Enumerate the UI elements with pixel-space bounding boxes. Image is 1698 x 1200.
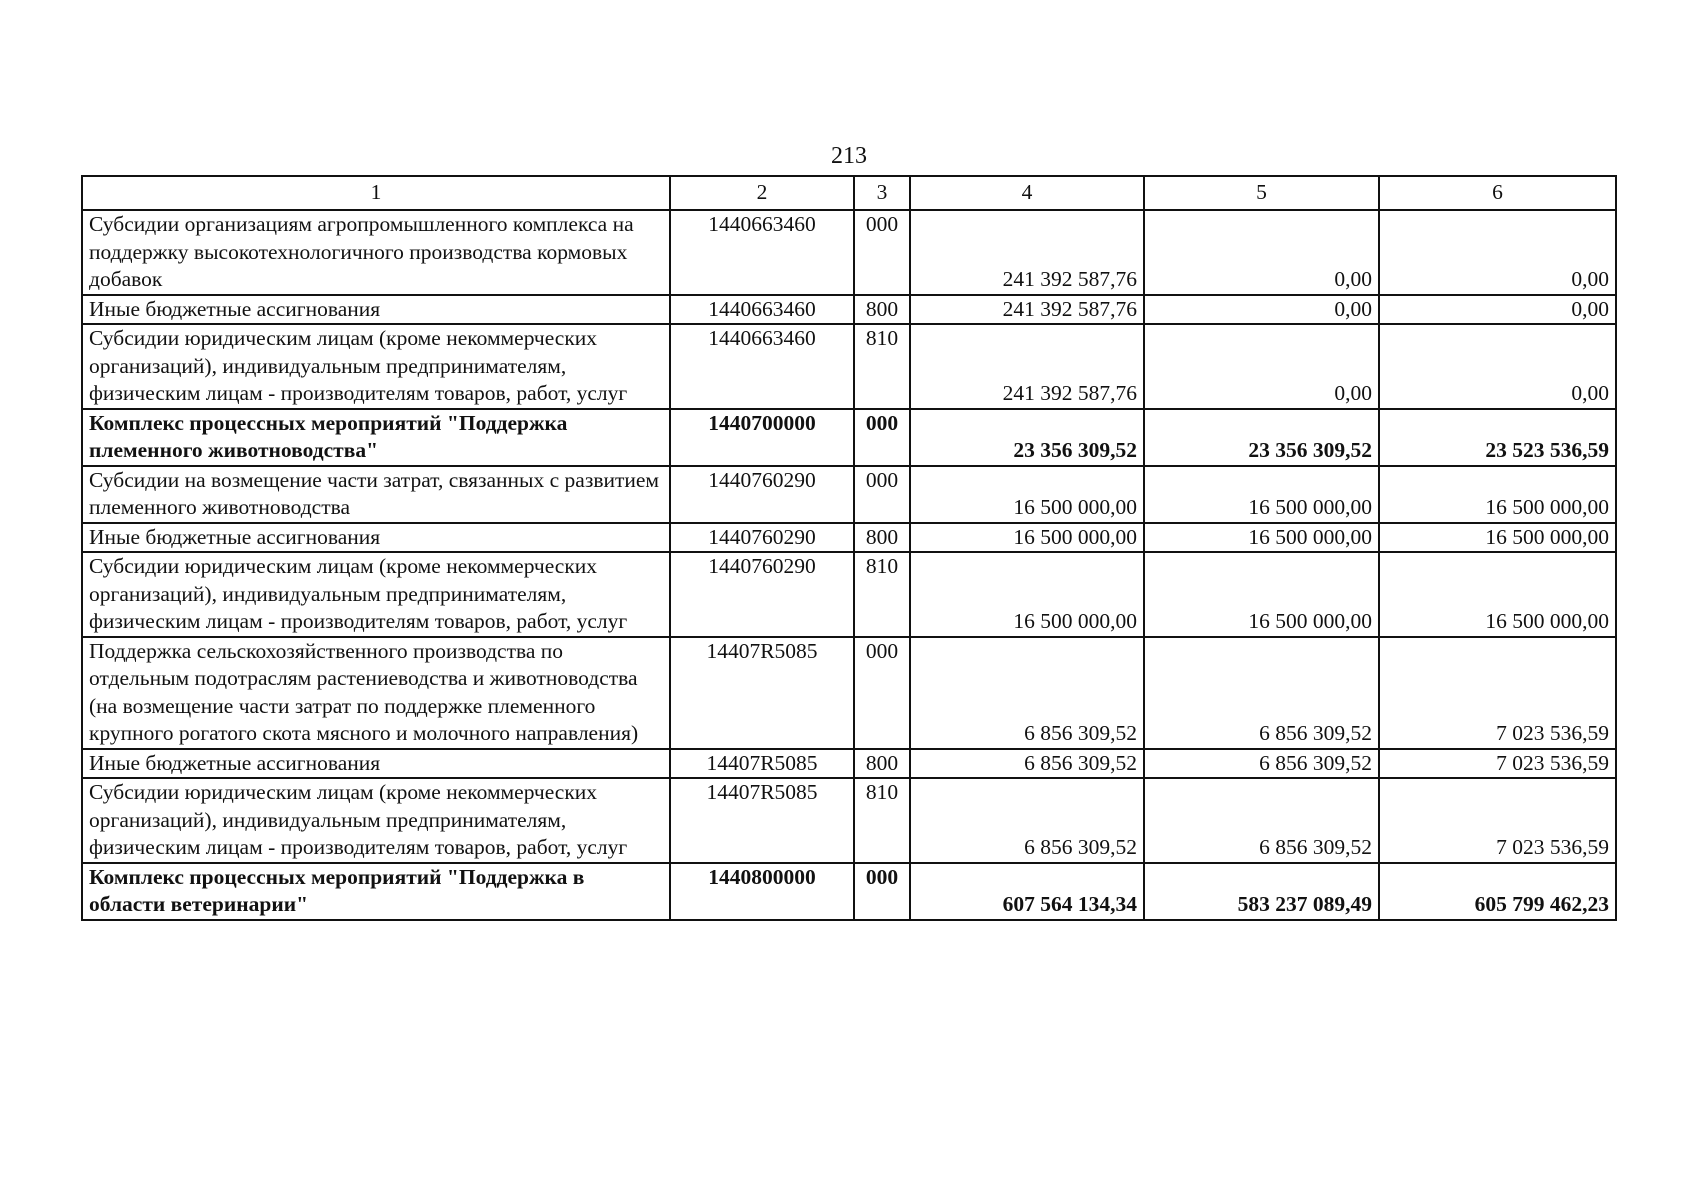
row-code-cell: 1440663460 [670, 295, 854, 325]
row-value-4-cell: 6 856 309,52 [910, 637, 1144, 749]
row-type-cell: 810 [854, 778, 910, 863]
row-value-6-cell: 0,00 [1379, 210, 1616, 295]
row-name-cell: Субсидии организациям агропромышленного комплекса на поддержку высокотехнологичного производства кормовых добавок [82, 210, 670, 295]
table-row [82, 749, 1616, 779]
table-row [82, 637, 1616, 749]
header-cell-6: 6 [1379, 176, 1616, 210]
row-value-4-cell: 241 392 587,76 [910, 324, 1144, 409]
row-value-6-cell: 23 523 536,59 [1379, 409, 1616, 466]
table-row [82, 409, 1616, 466]
header-cell-3: 3 [854, 176, 910, 210]
row-value-5-cell: 583 237 089,49 [1144, 863, 1379, 920]
row-code-cell: 14407R5085 [670, 778, 854, 863]
row-value-4-cell: 607 564 134,34 [910, 863, 1144, 920]
row-value-4-cell: 16 500 000,00 [910, 523, 1144, 553]
row-value-4-cell: 23 356 309,52 [910, 409, 1144, 466]
row-value-5-cell: 16 500 000,00 [1144, 466, 1379, 523]
table-row [82, 863, 1616, 920]
row-code-cell: 1440700000 [670, 409, 854, 466]
row-code-cell: 1440760290 [670, 466, 854, 523]
row-value-6-cell: 16 500 000,00 [1379, 523, 1616, 553]
row-value-4-cell: 241 392 587,76 [910, 295, 1144, 325]
row-name-cell: Поддержка сельскохозяйственного производства по отдельным подотраслям растениеводства и животноводства (на возмещение части затрат по поддержке племенного крупного рогатого скота мясного и молочного направления) [82, 637, 670, 749]
row-value-4-cell: 6 856 309,52 [910, 749, 1144, 779]
table-row [82, 466, 1616, 523]
table-row [82, 778, 1616, 863]
row-type-cell: 000 [854, 409, 910, 466]
row-name-cell: Субсидии юридическим лицам (кроме некоммерческих организаций), индивидуальным предпринимателям, физическим лицам - производителям товаров, работ, услуг [82, 552, 670, 637]
row-value-6-cell: 7 023 536,59 [1379, 749, 1616, 779]
header-cell-5: 5 [1144, 176, 1379, 210]
row-value-6-cell: 605 799 462,23 [1379, 863, 1616, 920]
row-value-6-cell: 16 500 000,00 [1379, 466, 1616, 523]
row-value-4-cell: 16 500 000,00 [910, 552, 1144, 637]
table-row [82, 210, 1616, 295]
row-value-6-cell: 16 500 000,00 [1379, 552, 1616, 637]
row-code-cell: 1440760290 [670, 552, 854, 637]
row-value-5-cell: 16 500 000,00 [1144, 552, 1379, 637]
row-type-cell: 000 [854, 863, 910, 920]
row-code-cell: 14407R5085 [670, 749, 854, 779]
row-value-4-cell: 16 500 000,00 [910, 466, 1144, 523]
row-value-6-cell: 0,00 [1379, 295, 1616, 325]
row-name-cell: Иные бюджетные ассигнования [82, 749, 670, 779]
table-row [82, 324, 1616, 409]
row-name-cell: Субсидии юридическим лицам (кроме некоммерческих организаций), индивидуальным предпринимателям, физическим лицам - производителям товаров, работ, услуг [82, 324, 670, 409]
row-name-cell: Субсидии юридическим лицам (кроме некоммерческих организаций), индивидуальным предпринимателям, физическим лицам - производителям товаров, работ, услуг [82, 778, 670, 863]
row-value-5-cell: 6 856 309,52 [1144, 749, 1379, 779]
table-row [82, 552, 1616, 637]
row-name-cell: Иные бюджетные ассигнования [82, 523, 670, 553]
row-name-cell: Комплекс процессных мероприятий "Поддержка в области ветеринарии" [82, 863, 670, 920]
row-code-cell: 1440663460 [670, 324, 854, 409]
row-value-5-cell: 6 856 309,52 [1144, 778, 1379, 863]
row-value-4-cell: 6 856 309,52 [910, 778, 1144, 863]
row-type-cell: 810 [854, 324, 910, 409]
row-value-6-cell: 7 023 536,59 [1379, 778, 1616, 863]
row-type-cell: 810 [854, 552, 910, 637]
row-code-cell: 1440800000 [670, 863, 854, 920]
header-cell-4: 4 [910, 176, 1144, 210]
row-value-6-cell: 0,00 [1379, 324, 1616, 409]
row-value-5-cell: 0,00 [1144, 324, 1379, 409]
row-name-cell: Субсидии на возмещение части затрат, связанных с развитием племенного животноводства [82, 466, 670, 523]
table-row [82, 523, 1616, 553]
row-type-cell: 000 [854, 637, 910, 749]
row-value-5-cell: 0,00 [1144, 210, 1379, 295]
header-cell-1: 1 [82, 176, 670, 210]
budget-table [81, 175, 1617, 921]
row-code-cell: 14407R5085 [670, 637, 854, 749]
row-type-cell: 800 [854, 295, 910, 325]
row-type-cell: 800 [854, 523, 910, 553]
header-cell-2: 2 [670, 176, 854, 210]
row-type-cell: 000 [854, 466, 910, 523]
page-number: 213 [831, 143, 867, 169]
row-name-cell: Комплекс процессных мероприятий "Поддержка племенного животноводства" [82, 409, 670, 466]
row-type-cell: 800 [854, 749, 910, 779]
row-value-5-cell: 0,00 [1144, 295, 1379, 325]
row-value-5-cell: 23 356 309,52 [1144, 409, 1379, 466]
row-value-5-cell: 16 500 000,00 [1144, 523, 1379, 553]
table-header-row [82, 176, 1616, 210]
row-value-6-cell: 7 023 536,59 [1379, 637, 1616, 749]
row-name-cell: Иные бюджетные ассигнования [82, 295, 670, 325]
table-row [82, 295, 1616, 325]
row-code-cell: 1440760290 [670, 523, 854, 553]
row-code-cell: 1440663460 [670, 210, 854, 295]
row-value-5-cell: 6 856 309,52 [1144, 637, 1379, 749]
row-value-4-cell: 241 392 587,76 [910, 210, 1144, 295]
row-type-cell: 000 [854, 210, 910, 295]
